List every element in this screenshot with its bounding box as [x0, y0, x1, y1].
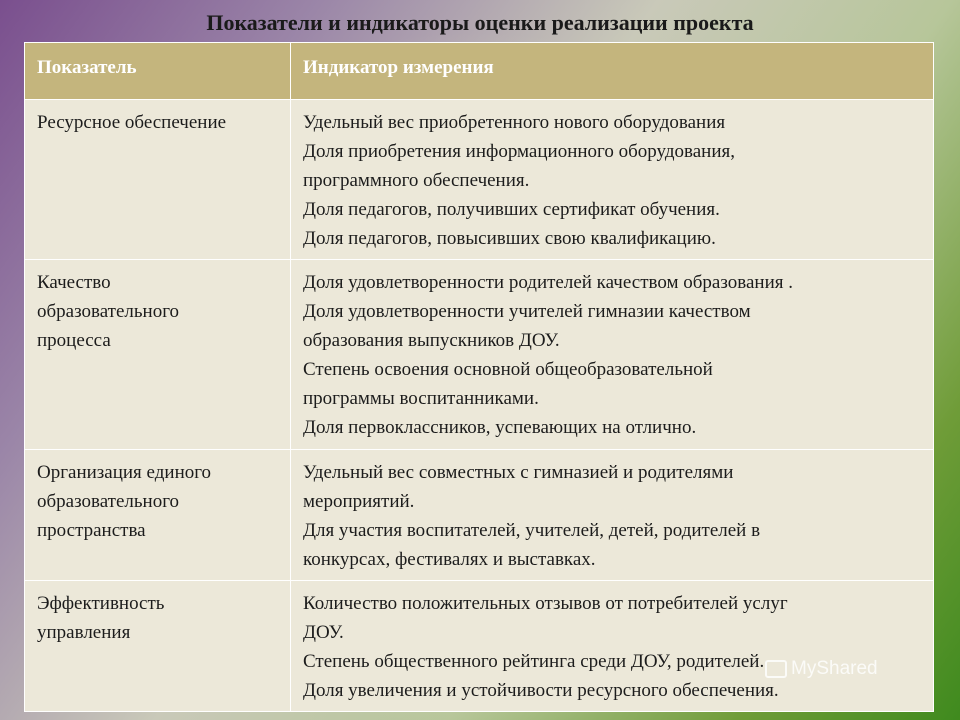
header-indicator: Показатель	[25, 43, 291, 100]
table-row	[25, 100, 934, 260]
measure-cell	[291, 260, 934, 450]
measure-cell	[291, 450, 934, 581]
header-measure: Индикатор измерения	[291, 43, 934, 100]
indicators-table	[24, 42, 934, 712]
indicator-cell	[25, 100, 291, 260]
indicator-cell	[25, 581, 291, 712]
indicator-cell	[25, 260, 291, 450]
table-row	[25, 260, 934, 450]
measure-text: Доля удовлетворенности родителей качеством образования . Доля удовлетворенности учителей гимназии качеством образования выпускников ДОУ. Степень освоения основной общеобразовательной программы воспитанниками. Доля первоклассников, успевающих на отлично.	[303, 272, 793, 438]
measure-text: Удельный вес совместных с гимназией и родителями мероприятий. Для участия воспитателей, учителей, детей, родителей в конкурсах, фестивалях и выставках.	[303, 462, 761, 570]
indicator-text: Организация единого образовательного пространства	[37, 462, 212, 541]
table-header-row	[25, 43, 934, 100]
measure-cell	[291, 100, 934, 260]
measure-text: Удельный вес приобретенного нового оборудования Доля приобретения информационного оборудования, программного обеспечения. Доля педагогов, получивших сертификат обучения. Доля педагогов, повысивших свою квалификацию.	[303, 112, 735, 249]
indicator-text: Качество образовательного процесса	[37, 272, 180, 351]
watermark	[765, 658, 878, 680]
measure-text: Количество положительных отзывов от потребителей услуг ДОУ. Степень общественного рейтинга среди ДОУ, родителей. Доля увеличения и устойчивости ресурсного обеспечения.	[303, 593, 788, 701]
table-row	[25, 450, 934, 581]
myshared-logo-icon	[765, 660, 787, 678]
table-row	[25, 581, 934, 712]
indicator-text: Ресурсное обеспечение	[37, 112, 227, 133]
indicator-cell	[25, 450, 291, 581]
measure-cell	[291, 581, 934, 712]
page-title: Показатели и индикаторы оценки реализации проекта	[206, 10, 754, 35]
indicator-text: Эффективность управления	[37, 593, 165, 643]
watermark-text: MyShared	[791, 658, 878, 679]
